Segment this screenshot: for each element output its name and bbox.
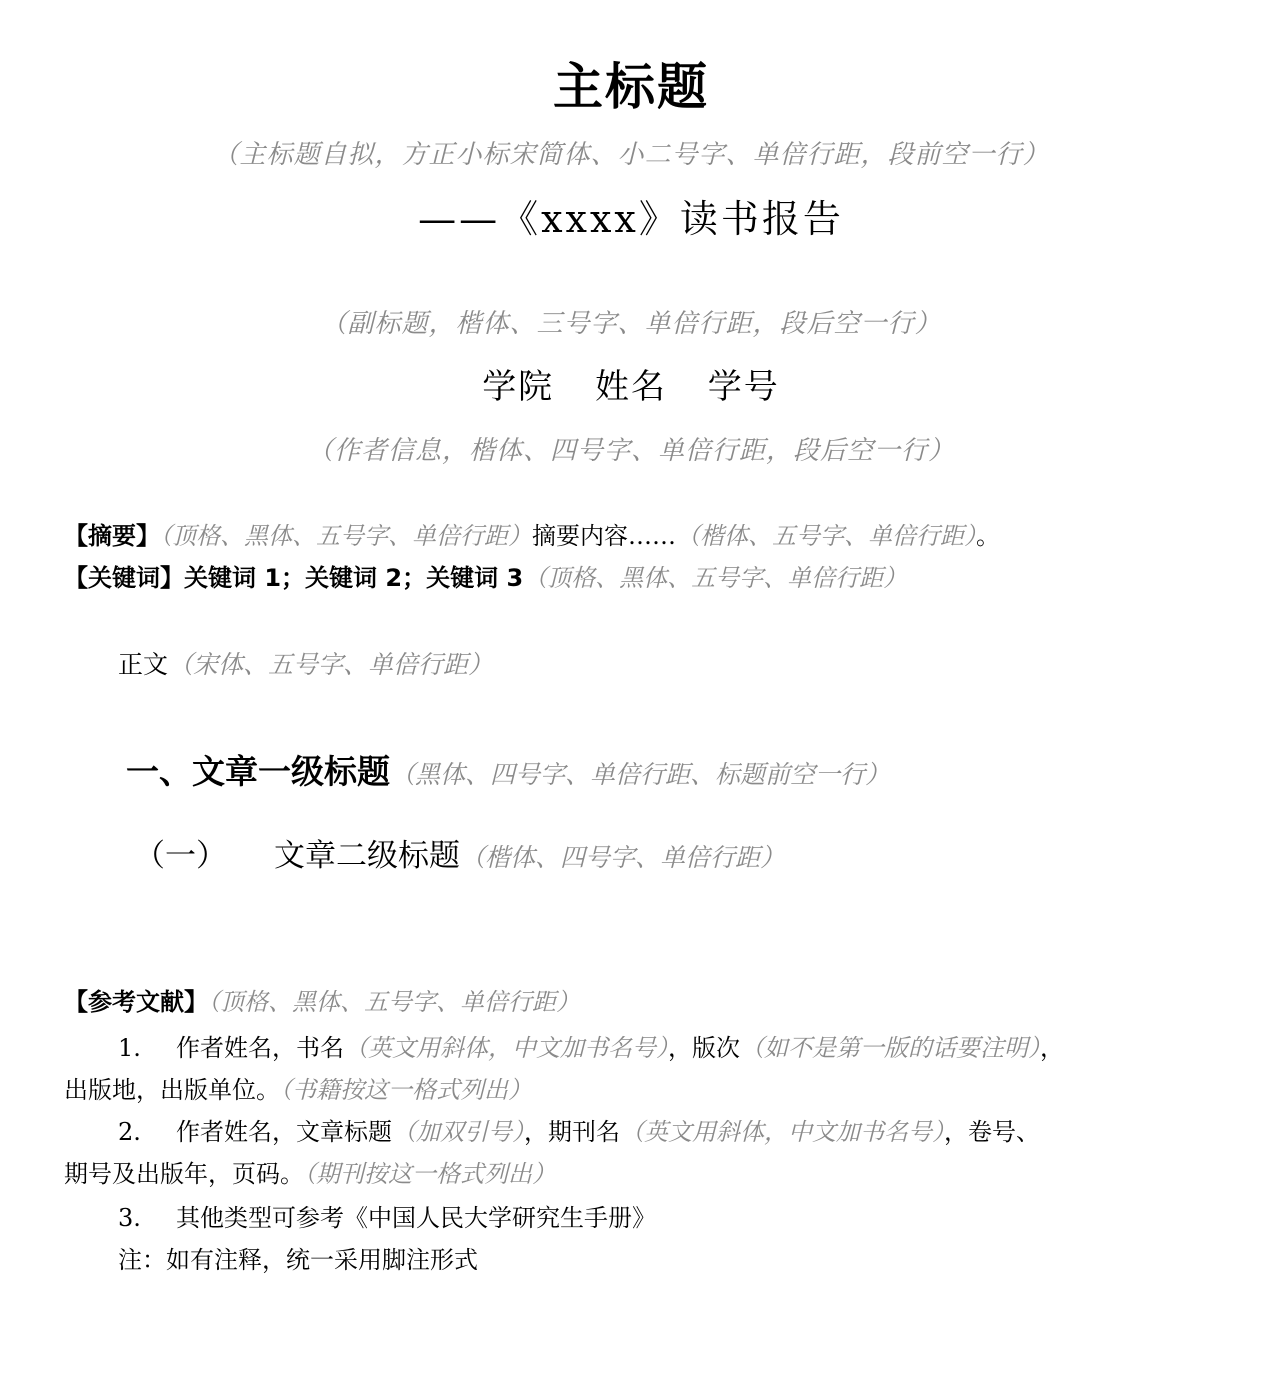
- reference-item-3: [118, 1206, 656, 1230]
- reference-item-1-author-title: 作者姓名，书名: [176, 1034, 344, 1062]
- heading-level1-format-note: （黑体、四号字、单倍行距、标题前空一行）: [390, 760, 891, 789]
- abstract-line: [64, 524, 1000, 548]
- reference-item-2-journal: ，期刊名: [524, 1118, 620, 1146]
- reference-item-2-author-title: 作者姓名，文章标题: [176, 1118, 392, 1146]
- reference-item-1-note1: （英文用斜体，中文加书名号）: [344, 1034, 668, 1062]
- reference-item-1-line1: [118, 1036, 1064, 1060]
- author-format-note: （作者信息，楷体、四号字、单倍行距，段后空一行）: [306, 436, 955, 466]
- references-heading-line: [64, 990, 580, 1014]
- reference-item-1-edition: ，版次: [668, 1034, 740, 1062]
- keywords-line: [64, 566, 907, 590]
- heading-level1: 一、文章一级标题: [126, 752, 390, 791]
- reference-item-2-note1: （加双引号）: [392, 1118, 524, 1146]
- reference-item-2-number: 2.: [118, 1118, 141, 1146]
- abstract-content: 摘要内容……: [532, 522, 676, 550]
- reference-item-2-volume: ，卷号、: [944, 1118, 1040, 1146]
- heading-level2-number: （一）: [134, 838, 227, 874]
- body-format-note: （宋体、五号字、单倍行距）: [168, 650, 494, 679]
- references-format-note: （顶格、黑体、五号字、单倍行距）: [208, 988, 580, 1016]
- footnote-instruction: 注：如有注释，统一采用脚注形式: [118, 1246, 478, 1274]
- reference-item-2-issue-pages: 期号及出版年，页码。: [64, 1160, 304, 1188]
- reference-item-2-note2: （英文用斜体，中文加书名号）: [620, 1118, 944, 1146]
- body-text-line: [118, 652, 493, 677]
- reference-item-1-line2: [64, 1078, 532, 1102]
- main-title-format-note: （主标题自拟，方正小标宋简体、小二号字、单倍行距，段前空一行）: [212, 140, 1050, 170]
- keywords-label: 【关键词】: [64, 564, 184, 592]
- subtitle-format-note: （副标题，楷体、三号字、单倍行距，段后空一行）: [320, 309, 942, 339]
- reference-item-1-publisher: 出版地，出版单位。: [64, 1076, 280, 1104]
- abstract-format-note: （顶格、黑体、五号字、单倍行距）: [160, 522, 532, 550]
- main-title: 主标题: [553, 57, 709, 116]
- heading-level2: 文章二级标题: [274, 838, 460, 874]
- abstract-end: 。: [976, 522, 1000, 550]
- reference-item-1-note2: （如不是第一版的话要注明）: [740, 1034, 1040, 1062]
- reference-item-1-comma: ，: [1040, 1034, 1064, 1062]
- reference-item-2-line2: [64, 1162, 556, 1186]
- reference-item-1-note3: （书籍按这一格式列出）: [280, 1076, 532, 1104]
- abstract-content-format-note: （楷体、五号字、单倍行距）: [676, 522, 976, 550]
- reference-item-2-note3: （期刊按这一格式列出）: [304, 1160, 556, 1188]
- keywords-format-note: （顶格、黑体、五号字、单倍行距）: [523, 564, 908, 592]
- reference-item-2-line1: [118, 1120, 1040, 1144]
- reference-item-1-number: 1.: [118, 1034, 141, 1062]
- abstract-label: 【摘要】: [64, 522, 160, 550]
- reference-item-3-text: 其他类型可参考《中国人民大学研究生手册》: [176, 1204, 656, 1232]
- heading-level2-line: [134, 838, 786, 874]
- keywords-content: 关键词 1；关键词 2；关键词 3: [184, 564, 524, 592]
- author-info: 学院 姓名 学号: [482, 367, 780, 407]
- reference-item-3-number: 3.: [118, 1204, 141, 1232]
- heading-level1-line: [126, 752, 891, 791]
- heading-level2-format-note: （楷体、四号字、单倍行距）: [460, 843, 786, 872]
- references-label: 【参考文献】: [64, 988, 208, 1016]
- body-text: 正文: [118, 650, 169, 679]
- subtitle: ——《xxxx》读书报告: [418, 197, 844, 241]
